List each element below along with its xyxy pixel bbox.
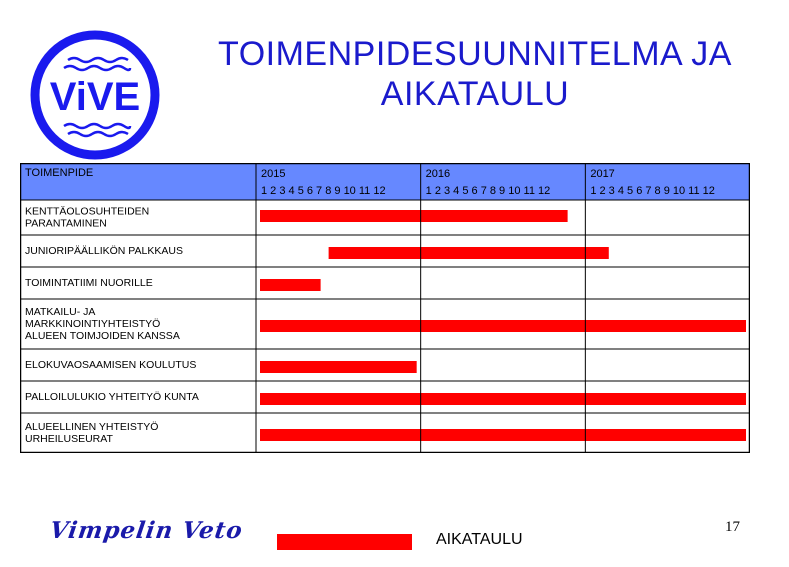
task-label: MATKAILU- JA bbox=[25, 306, 96, 318]
logo-text: ViVE bbox=[49, 75, 141, 119]
task-label: TOIMINTATIIMI NUORILLE bbox=[25, 277, 153, 289]
page-title bbox=[175, 34, 775, 114]
task-bar bbox=[260, 429, 746, 441]
task-bar bbox=[260, 279, 321, 291]
year-label: 2017 bbox=[590, 168, 615, 180]
task-bar bbox=[260, 210, 568, 222]
title-line-1: TOIMENPIDESUUNNITELMA JA bbox=[218, 35, 732, 73]
task-label: ALUEEN TOIMJOIDEN KANSSA bbox=[25, 330, 180, 342]
legend-label: AIKATAULU bbox=[436, 531, 523, 548]
year-label: 2016 bbox=[425, 168, 451, 180]
task-bar bbox=[260, 361, 417, 373]
month-numbers: 1 2 3 4 5 6 7 8 9 10 11 12 bbox=[425, 185, 551, 197]
task-bar bbox=[260, 320, 746, 332]
task-bar bbox=[329, 247, 609, 259]
page-number: 17 bbox=[725, 519, 740, 535]
vive-logo bbox=[30, 30, 160, 160]
task-bar bbox=[260, 393, 746, 405]
task-label: ALUEELLINEN YHTEISTYÖ bbox=[25, 421, 159, 433]
task-label: KENTTÄOLOSUHTEIDEN bbox=[25, 205, 150, 218]
legend-swatch bbox=[277, 534, 412, 550]
year-label: 2015 bbox=[261, 168, 286, 180]
header-label: TOIMENPIDE bbox=[25, 167, 94, 179]
footer-brand: Vimpelin Veto bbox=[48, 517, 245, 544]
task-label: PARANTAMINEN bbox=[25, 217, 107, 230]
task-label: JUNIORIPÄÄLLIKÖN PALKKAUS bbox=[25, 245, 183, 257]
task-label: MARKKINOINTIYHTEISTYÖ bbox=[25, 318, 161, 330]
month-numbers: 1 2 3 4 5 6 7 8 9 10 11 12 bbox=[261, 185, 386, 197]
task-label: ELOKUVAOSAAMISEN KOULUTUS bbox=[25, 359, 197, 371]
task-label: PALLOILULUKIO YHTEITYÖ KUNTA bbox=[25, 391, 199, 403]
gantt-chart bbox=[20, 163, 750, 453]
task-label: URHEILUSEURAT bbox=[25, 433, 113, 445]
title-line-2: AIKATAULU bbox=[380, 75, 570, 113]
month-numbers: 1 2 3 4 5 6 7 8 9 10 11 12 bbox=[590, 185, 715, 197]
